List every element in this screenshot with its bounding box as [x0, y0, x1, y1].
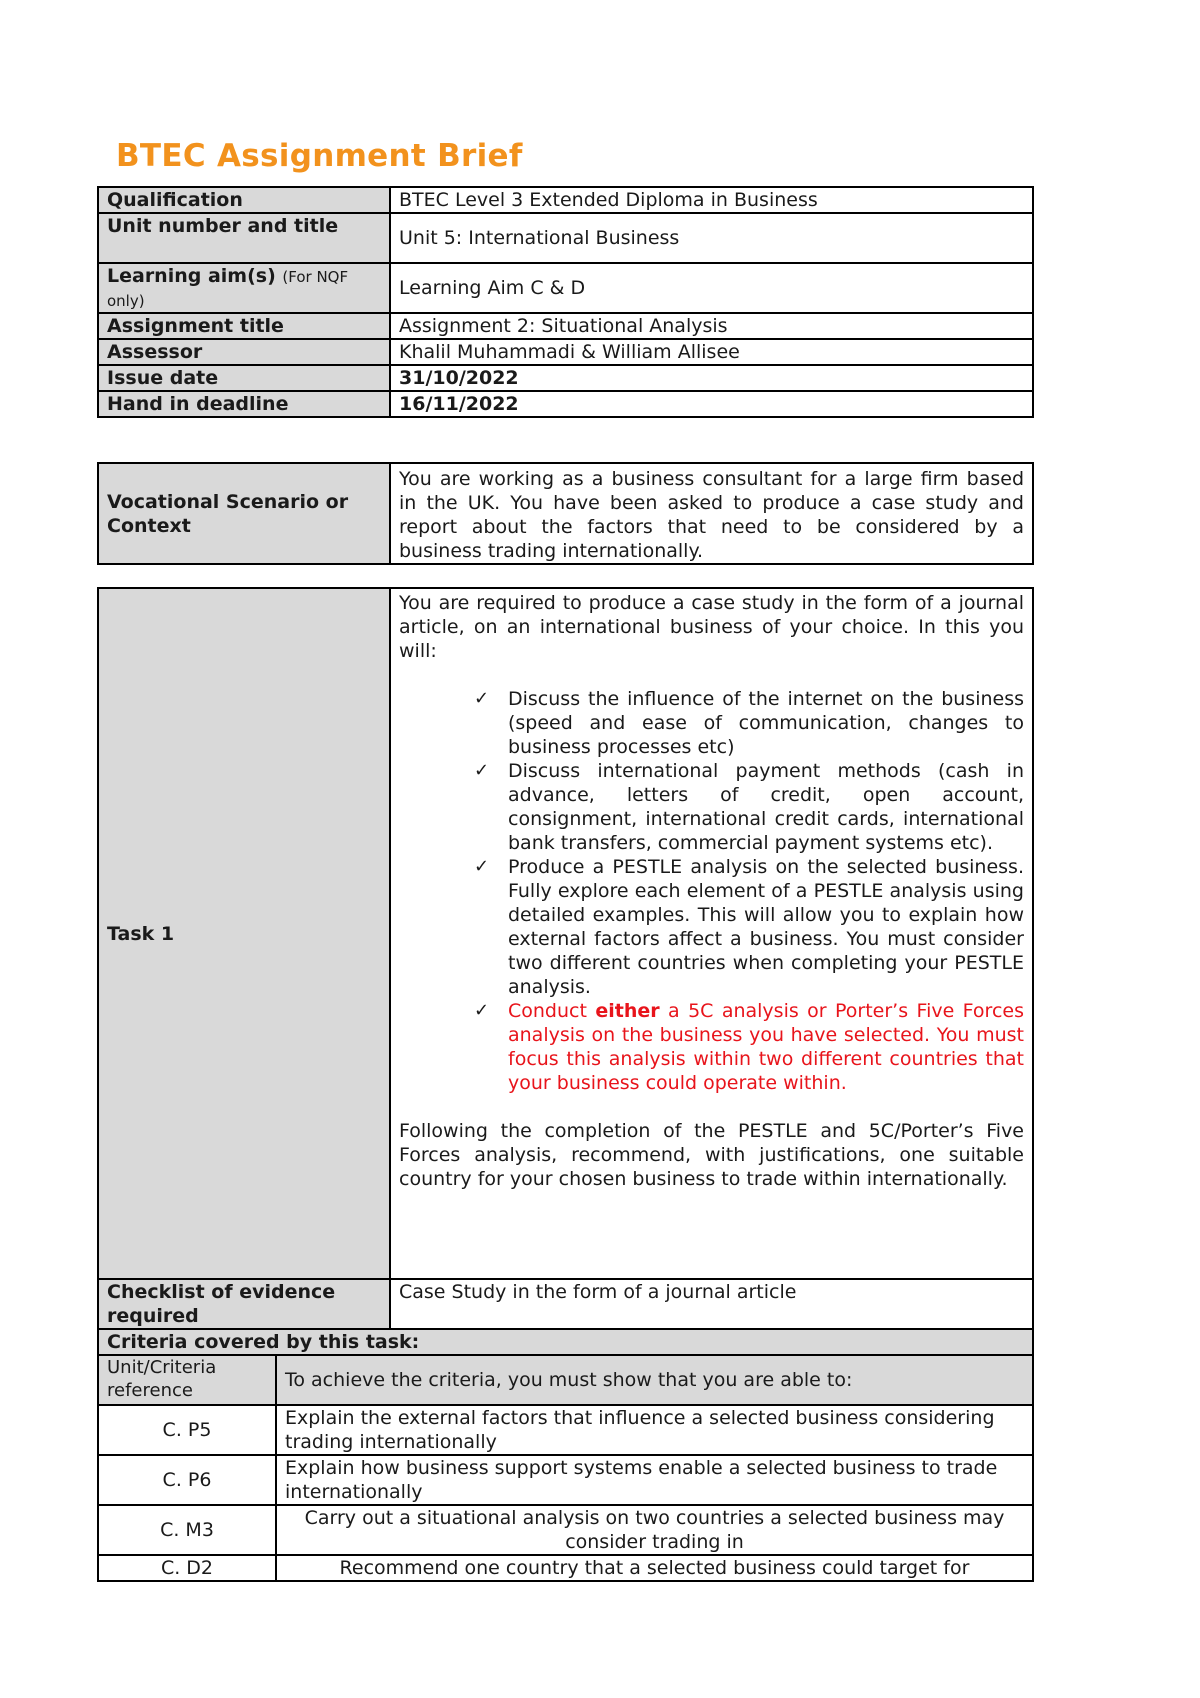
checkmark-icon: ✓: [474, 856, 490, 877]
criteria-desc-d2: Recommend one country that a selected business could target for: [276, 1555, 1033, 1581]
issue-date-value: 31/10/2022: [390, 365, 1033, 391]
assessor-label: Assessor: [98, 339, 390, 365]
info-row-assessor: [98, 339, 1033, 365]
checklist-label: Checklist of evidence required: [98, 1279, 390, 1329]
list-item: [474, 759, 1024, 855]
scenario-row: [98, 463, 1033, 564]
scenario-text: You are working as a business consultant for a large firm based in the UK. You have been asked to produce a case study and report about the factors that need to be considered by a business trading internationally.: [390, 463, 1033, 564]
task-table: [97, 587, 1034, 1582]
criteria-desc-p5: Explain the external factors that influence a selected business considering trading internationally: [276, 1405, 1033, 1455]
task-closing: Following the completion of the PESTLE and 5C/Porter’s Five Forces analysis, recommend, with justifications, one suitable country for your chosen business to trade within internationally.: [399, 1120, 1024, 1190]
table-row: [98, 1405, 1033, 1455]
unit-label: Unit number and title: [98, 213, 390, 263]
table-row: [98, 1505, 1033, 1555]
issue-date-label: Issue date: [98, 365, 390, 391]
learning-aim-label-cell: [98, 263, 390, 313]
learning-aim-value: Learning Aim C & D: [390, 263, 1033, 313]
table-row: [98, 1455, 1033, 1505]
assignment-info-table: [97, 186, 1034, 418]
assessor-value: Khalil Muhammadi & William Allisee: [390, 339, 1033, 365]
task-bullet-pestle: Produce a PESTLE analysis on the selected business. Fully explore each element of a PESTLE analysis using detailed examples. This will allow you to explain how external factors affect a business. You must consider two different countries when completing your PESTLE analysis.: [508, 856, 1024, 998]
page-title: BTEC Assignment Brief: [116, 138, 523, 174]
task-bullet-5c-emphasis: either: [595, 1000, 660, 1022]
criteria-heading-row: [98, 1329, 1033, 1355]
learning-aim-note: (For NQF only): [107, 268, 349, 310]
info-row-qualification: [98, 187, 1033, 213]
scenario-label: Vocational Scenario or Context: [98, 463, 390, 564]
task-bullet-internet: Discuss the influence of the internet on the business (speed and ease of communication, changes to business processes etc): [508, 688, 1024, 758]
assignment-title-value: Assignment 2: Situational Analysis: [390, 313, 1033, 339]
list-item: [474, 687, 1024, 759]
checkmark-icon: ✓: [474, 688, 490, 709]
qualification-value: BTEC Level 3 Extended Diploma in Business: [390, 187, 1033, 213]
criteria-heading: Criteria covered by this task:: [98, 1329, 1033, 1355]
task-bullet-payment: Discuss international payment methods (cash in advance, letters of credit, open account, consignment, international credit cards, international bank transfers, commercial payment systems etc).: [508, 760, 1024, 854]
criteria-ref-header: Unit/Criteria reference: [98, 1355, 276, 1405]
deadline-value: 16/11/2022: [390, 391, 1033, 417]
criteria-ref-p5: C. P5: [98, 1405, 276, 1455]
criteria-ref-p6: C. P6: [98, 1455, 276, 1505]
assignment-title-label: Assignment title: [98, 313, 390, 339]
criteria-desc-p6: Explain how business support systems enable a selected business to trade internationally: [276, 1455, 1033, 1505]
table-row: [98, 1555, 1033, 1581]
qualification-label: Qualification: [98, 187, 390, 213]
task-intro: You are required to produce a case study in the form of a journal article, on an international business of your choice. In this you will:: [399, 592, 1024, 662]
learning-aim-label: Learning aim(s): [107, 265, 276, 287]
scenario-table: [97, 462, 1034, 565]
info-row-unit: [98, 213, 1033, 263]
info-row-issue-date: [98, 365, 1033, 391]
task-label: Task 1: [98, 588, 390, 1279]
criteria-header-row: [98, 1355, 1033, 1405]
task-bullet-list: [399, 687, 1024, 1095]
criteria-ref-m3: C. M3: [98, 1505, 276, 1555]
task-bullet-5c-before: Conduct: [508, 1000, 596, 1022]
checklist-value: Case Study in the form of a journal article: [390, 1279, 1033, 1329]
criteria-desc-header: To achieve the criteria, you must show that you are able to:: [276, 1355, 1033, 1405]
checkmark-icon: ✓: [474, 1000, 490, 1021]
task-content: [390, 588, 1033, 1279]
info-row-assignment-title: [98, 313, 1033, 339]
unit-value: Unit 5: International Business: [390, 213, 1033, 263]
task-bullet-5c-after: a 5C analysis or Porter’s Five Forces analysis on the business you have selected. You must focus this analysis within two different countries that your business could operate within.: [508, 1000, 1024, 1094]
info-row-learning-aim: [98, 263, 1033, 313]
criteria-desc-m3: Carry out a situational analysis on two countries a selected business may consider trading in: [276, 1505, 1033, 1555]
deadline-label: Hand in deadline: [98, 391, 390, 417]
list-item: [474, 855, 1024, 999]
criteria-ref-d2: C. D2: [98, 1555, 276, 1581]
list-item: [474, 999, 1024, 1095]
info-row-deadline: [98, 391, 1033, 417]
task-row: [98, 588, 1033, 1279]
checkmark-icon: ✓: [474, 760, 490, 781]
checklist-row: [98, 1279, 1033, 1329]
